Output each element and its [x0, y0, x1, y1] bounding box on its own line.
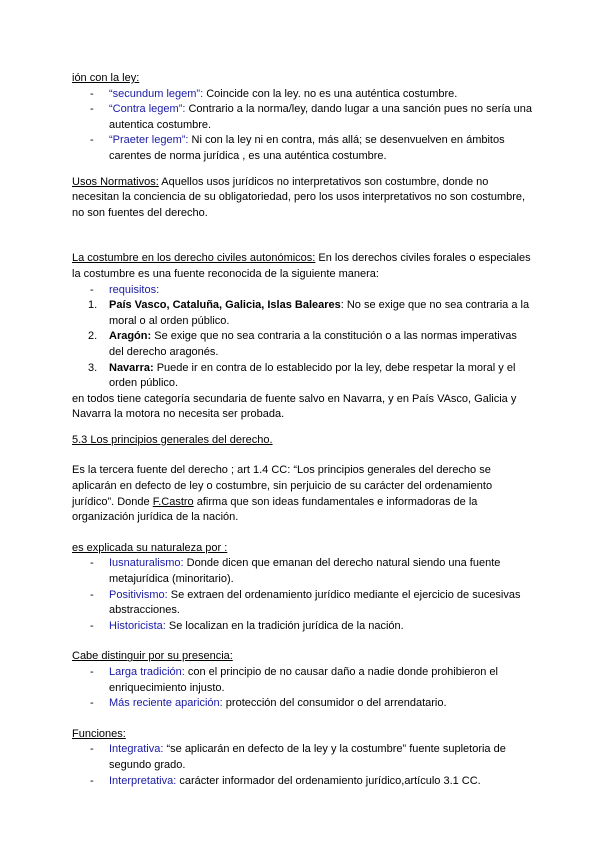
dash-bullet: -: [90, 697, 94, 710]
item-text: Puede ir en contra de lo establecido por la ley, debe respetar la moral y el orden público.: [109, 361, 516, 390]
list-item: [72, 133, 532, 164]
list-item: [72, 696, 532, 712]
item-text: “se aplicarán en defecto de la ley y la costumbre” fuente supletoria de segundo grado.: [109, 743, 506, 771]
naturaleza-label: es explicada su naturaleza por :: [72, 541, 228, 554]
section-heading-principios: 5.3 Los principios generales del derecho.: [72, 433, 273, 446]
usos-text: Aquellos usos jurídicos no interpretativos son costumbre, donde no necesitan la conciencia de su obligatoriedad, pero los usos interpretativos no son costumbre, no son fuentes del derecho.: [72, 175, 526, 219]
list-item: [72, 556, 532, 587]
term-interpretativa: Interpretativa:: [109, 774, 177, 787]
dash-bullet: -: [90, 103, 94, 116]
item-text: Contrario a la norma/ley, dando lugar a una sanción pues no sería una autentica costumbre.: [109, 103, 532, 131]
dash-bullet: -: [90, 666, 94, 678]
relacion-list: [72, 87, 532, 165]
dash-bullet: -: [90, 283, 94, 296]
autonomicos-paragraph: [72, 251, 532, 282]
item-text: con el principio de no causar daño a nadie donde prohibieron el enriquecimiento injusto.: [109, 666, 498, 694]
list-item: [72, 665, 532, 696]
term-positivismo: Positivismo:: [109, 588, 168, 601]
term-contra: “Contra legem”:: [109, 103, 186, 116]
usos-label: Usos Normativos:: [72, 175, 159, 188]
principios-intro: [72, 463, 532, 525]
dash-bullet: -: [90, 134, 94, 147]
region-pais-vasco: País Vasco, Cataluña, Galicia, Islas Baleares: [109, 299, 341, 312]
presencia-list: [72, 665, 532, 712]
dash-bullet: -: [90, 774, 94, 787]
item-text: carácter informador del ordenamiento jurídico,artículo 3.1 CC.: [176, 774, 481, 787]
term-secundum: “secundum legem”:: [109, 87, 204, 100]
funciones-list: [72, 742, 532, 789]
list-number: 2.: [88, 330, 98, 343]
item-text: Se extraen del ordenamiento jurídico mediante el ejercicio de sucesivas abstracciones.: [109, 588, 521, 617]
list-number: 1.: [88, 299, 98, 312]
item-text: Donde dicen que emanan del derecho natural siendo una fuente metajurídica (minoritario).: [109, 557, 501, 586]
list-number: 3.: [88, 361, 98, 374]
list-item: [72, 283, 532, 299]
dash-bullet: -: [90, 743, 94, 756]
list-item: [72, 774, 532, 790]
list-item: [72, 742, 532, 773]
autonomicos-closing: en todos tiene categoría secundaria de fuente salvo en Navarra, y en País VAsco, Galicia y Navarra la motora no necesita ser probada.: [72, 392, 517, 421]
dash-bullet: -: [90, 557, 94, 570]
list-item: [72, 619, 532, 635]
item-text: Coincide con la ley. no es una auténtica costumbre.: [203, 87, 458, 100]
autonomicos-label: La costumbre en los derecho civiles autonómicos:: [72, 252, 316, 265]
requisitos-label: requisitos:: [109, 283, 160, 296]
item-text: : No se exige que no sea contraria a la moral o al orden público.: [109, 299, 530, 327]
item-text: Ni con la ley ni en contra, más allá; se desenvuelven en ámbitos carentes de norma jurídica , es una auténtica costumbre.: [109, 134, 505, 162]
term-integrativa: Integrativa:: [109, 743, 164, 756]
presencia-label: Cabe distinguir por su presencia:: [72, 650, 233, 663]
dash-bullet: -: [90, 588, 94, 601]
list-item: [72, 588, 532, 619]
usos-paragraph: [72, 175, 532, 222]
term-iusnaturalismo: Iusnaturalismo:: [109, 557, 184, 570]
principios-intro-b: afirma que son ideas fundamentales e informadoras de la organización jurídica de la nación.: [72, 495, 478, 524]
section-heading-relacion: ión con la ley:: [72, 72, 140, 84]
dash-bullet: -: [90, 619, 94, 632]
list-item: [72, 329, 532, 360]
dash-bullet: -: [90, 87, 94, 100]
term-historicista: Historicista:: [109, 619, 166, 632]
autonomicos-text: En los derechos civiles forales o especiales la costumbre es una fuente reconocida de la siguiente manera:: [72, 252, 531, 280]
region-navarra: Navarra:: [109, 361, 154, 374]
term-larga-tradicion: Larga tradición:: [109, 666, 185, 678]
list-item: [72, 102, 532, 133]
list-item: [72, 87, 532, 103]
item-text: Se exige que no sea contraria a la constitución o a las normas imperativas del derecho aragonés.: [109, 330, 517, 358]
item-text: protección del consumidor o del arrendatario.: [222, 697, 447, 710]
funciones-label: Funciones:: [72, 727, 126, 740]
principios-intro-a: Es la tercera fuente del derecho ; art 1.4 CC: “Los principios generales del derecho se aplicarán en defecto de ley o costumbre, sin perjuicio de su carácter del ordenamiento jurídico”. Donde: [72, 464, 493, 508]
item-text: Se localizan en la tradición jurídica de la nación.: [165, 619, 404, 632]
document-content: [72, 71, 532, 789]
list-item: [72, 361, 532, 392]
region-aragon: Aragón:: [109, 330, 152, 343]
list-item: [72, 298, 532, 329]
author-name: F.Castro: [152, 495, 194, 508]
term-praeter: “Praeter legem”:: [109, 134, 189, 147]
autonomicos-numbered-list: [72, 298, 532, 392]
naturaleza-list: [72, 556, 532, 634]
term-mas-reciente: Más reciente aparición:: [109, 697, 223, 710]
requisitos-list: [72, 283, 532, 299]
